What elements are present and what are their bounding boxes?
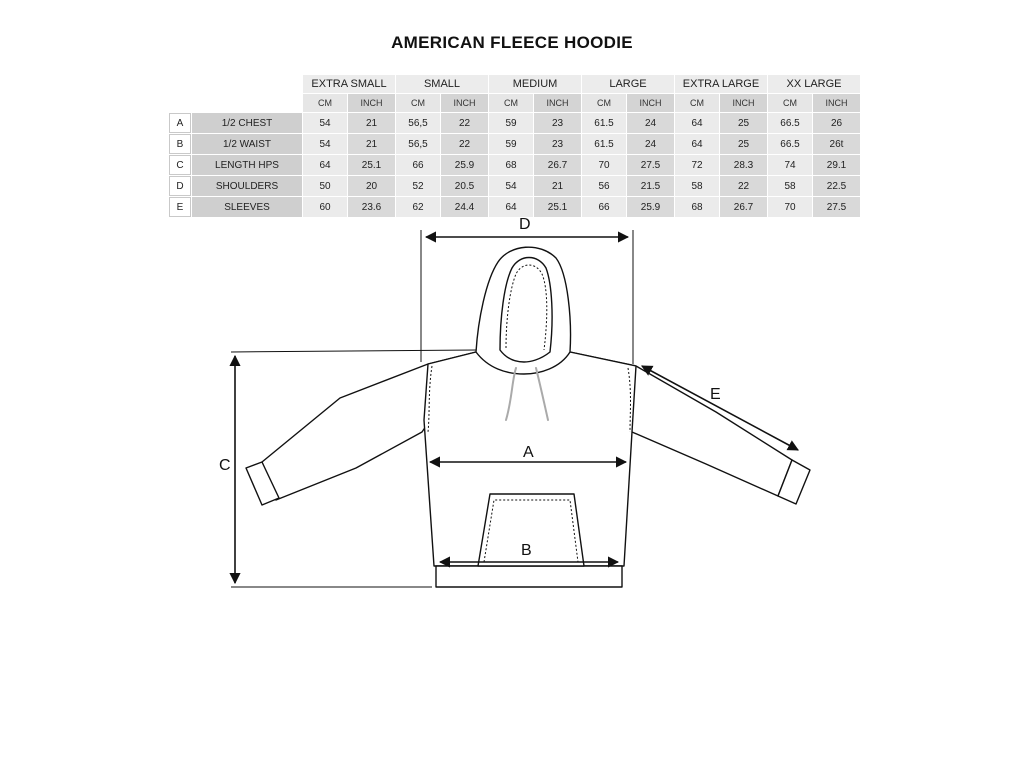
- unit-cm: CM: [675, 94, 719, 112]
- value-cm: 66: [396, 155, 440, 175]
- value-cm: 66.5: [768, 134, 812, 154]
- dim-label-a: A: [523, 444, 534, 461]
- value-inch: 25: [720, 113, 767, 133]
- dim-label-b: B: [521, 542, 532, 559]
- value-inch: 21: [534, 176, 581, 196]
- row-letter: D: [169, 176, 191, 196]
- value-inch: 28.3: [720, 155, 767, 175]
- waistband: [436, 566, 622, 587]
- value-inch: 21: [348, 113, 395, 133]
- value-cm: 56,5: [396, 134, 440, 154]
- value-inch: 21.5: [627, 176, 674, 196]
- value-inch: 27.5: [627, 155, 674, 175]
- value-inch: 26: [813, 113, 860, 133]
- size-chart-table: [168, 74, 861, 218]
- unit-header-blank: [169, 94, 302, 112]
- value-inch: 22: [441, 134, 488, 154]
- value-inch: 25.1: [534, 197, 581, 217]
- value-cm: 59: [489, 134, 533, 154]
- measurement-row: [169, 134, 860, 154]
- value-inch: 23: [534, 134, 581, 154]
- dim-label-e: E: [710, 386, 721, 403]
- unit-inch: INCH: [813, 94, 860, 112]
- unit-cm: CM: [396, 94, 440, 112]
- row-label: 1/2 CHEST: [192, 113, 302, 133]
- value-cm: 56: [582, 176, 626, 196]
- unit-inch: INCH: [348, 94, 395, 112]
- value-cm: 54: [303, 134, 347, 154]
- size-header-m: MEDIUM: [489, 75, 581, 93]
- value-inch: 22: [441, 113, 488, 133]
- value-cm: 59: [489, 113, 533, 133]
- value-cm: 72: [675, 155, 719, 175]
- value-cm: 64: [489, 197, 533, 217]
- value-inch: 24: [627, 113, 674, 133]
- value-cm: 74: [768, 155, 812, 175]
- measurement-row: [169, 155, 860, 175]
- size-header-xl: EXTRA LARGE: [675, 75, 767, 93]
- value-cm: 62: [396, 197, 440, 217]
- value-inch: 29.1: [813, 155, 860, 175]
- unit-inch: INCH: [627, 94, 674, 112]
- row-label: LENGTH HPS: [192, 155, 302, 175]
- value-cm: 52: [396, 176, 440, 196]
- value-inch: 23: [534, 113, 581, 133]
- value-inch: 25: [720, 134, 767, 154]
- value-cm: 64: [675, 113, 719, 133]
- size-header-l: LARGE: [582, 75, 674, 93]
- unit-cm: CM: [489, 94, 533, 112]
- value-cm: 70: [768, 197, 812, 217]
- value-inch: 25.9: [627, 197, 674, 217]
- value-cm: 66.5: [768, 113, 812, 133]
- value-cm: 56,5: [396, 113, 440, 133]
- dim-c-guide-top: [231, 350, 476, 352]
- value-inch: 26t: [813, 134, 860, 154]
- unit-cm: CM: [303, 94, 347, 112]
- row-letter: C: [169, 155, 191, 175]
- row-label: SHOULDERS: [192, 176, 302, 196]
- unit-cm: CM: [768, 94, 812, 112]
- value-cm: 61.5: [582, 134, 626, 154]
- dim-label-c: C: [219, 457, 231, 474]
- value-inch: 24: [627, 134, 674, 154]
- unit-inch: INCH: [534, 94, 581, 112]
- measurement-row: [169, 113, 860, 133]
- unit-inch: INCH: [441, 94, 488, 112]
- hoodie-outline: [246, 247, 810, 587]
- value-cm: 50: [303, 176, 347, 196]
- unit-cm: CM: [582, 94, 626, 112]
- value-cm: 70: [582, 155, 626, 175]
- size-header-s: SMALL: [396, 75, 488, 93]
- value-cm: 54: [489, 176, 533, 196]
- value-inch: 20: [348, 176, 395, 196]
- unit-header-row: [169, 94, 860, 112]
- row-label: 1/2 WAIST: [192, 134, 302, 154]
- hoodie-diagram: [0, 200, 1024, 600]
- value-cm: 64: [675, 134, 719, 154]
- value-cm: 66: [582, 197, 626, 217]
- value-inch: 25.1: [348, 155, 395, 175]
- value-cm: 54: [303, 113, 347, 133]
- value-inch: 25.9: [441, 155, 488, 175]
- value-inch: 22.5: [813, 176, 860, 196]
- value-inch: 23.6: [348, 197, 395, 217]
- value-cm: 58: [675, 176, 719, 196]
- unit-inch: INCH: [720, 94, 767, 112]
- value-cm: 68: [675, 197, 719, 217]
- size-header-xs: EXTRA SMALL: [303, 75, 395, 93]
- value-cm: 64: [303, 155, 347, 175]
- value-inch: 26.7: [720, 197, 767, 217]
- value-cm: 60: [303, 197, 347, 217]
- header-blank: [169, 75, 302, 93]
- size-header-xxl: XX LARGE: [768, 75, 860, 93]
- value-inch: 26.7: [534, 155, 581, 175]
- measurement-row: [169, 176, 860, 196]
- dim-label-d: D: [519, 216, 531, 233]
- value-inch: 20.5: [441, 176, 488, 196]
- value-inch: 24.4: [441, 197, 488, 217]
- value-cm: 68: [489, 155, 533, 175]
- size-header-row: [169, 75, 860, 93]
- value-cm: 58: [768, 176, 812, 196]
- row-letter: E: [169, 197, 191, 217]
- value-inch: 27.5: [813, 197, 860, 217]
- value-cm: 61.5: [582, 113, 626, 133]
- value-inch: 21: [348, 134, 395, 154]
- row-letter: A: [169, 113, 191, 133]
- page-title: AMERICAN FLEECE HOODIE: [391, 33, 633, 52]
- row-label: SLEEVES: [192, 197, 302, 217]
- value-inch: 22: [720, 176, 767, 196]
- row-letter: B: [169, 134, 191, 154]
